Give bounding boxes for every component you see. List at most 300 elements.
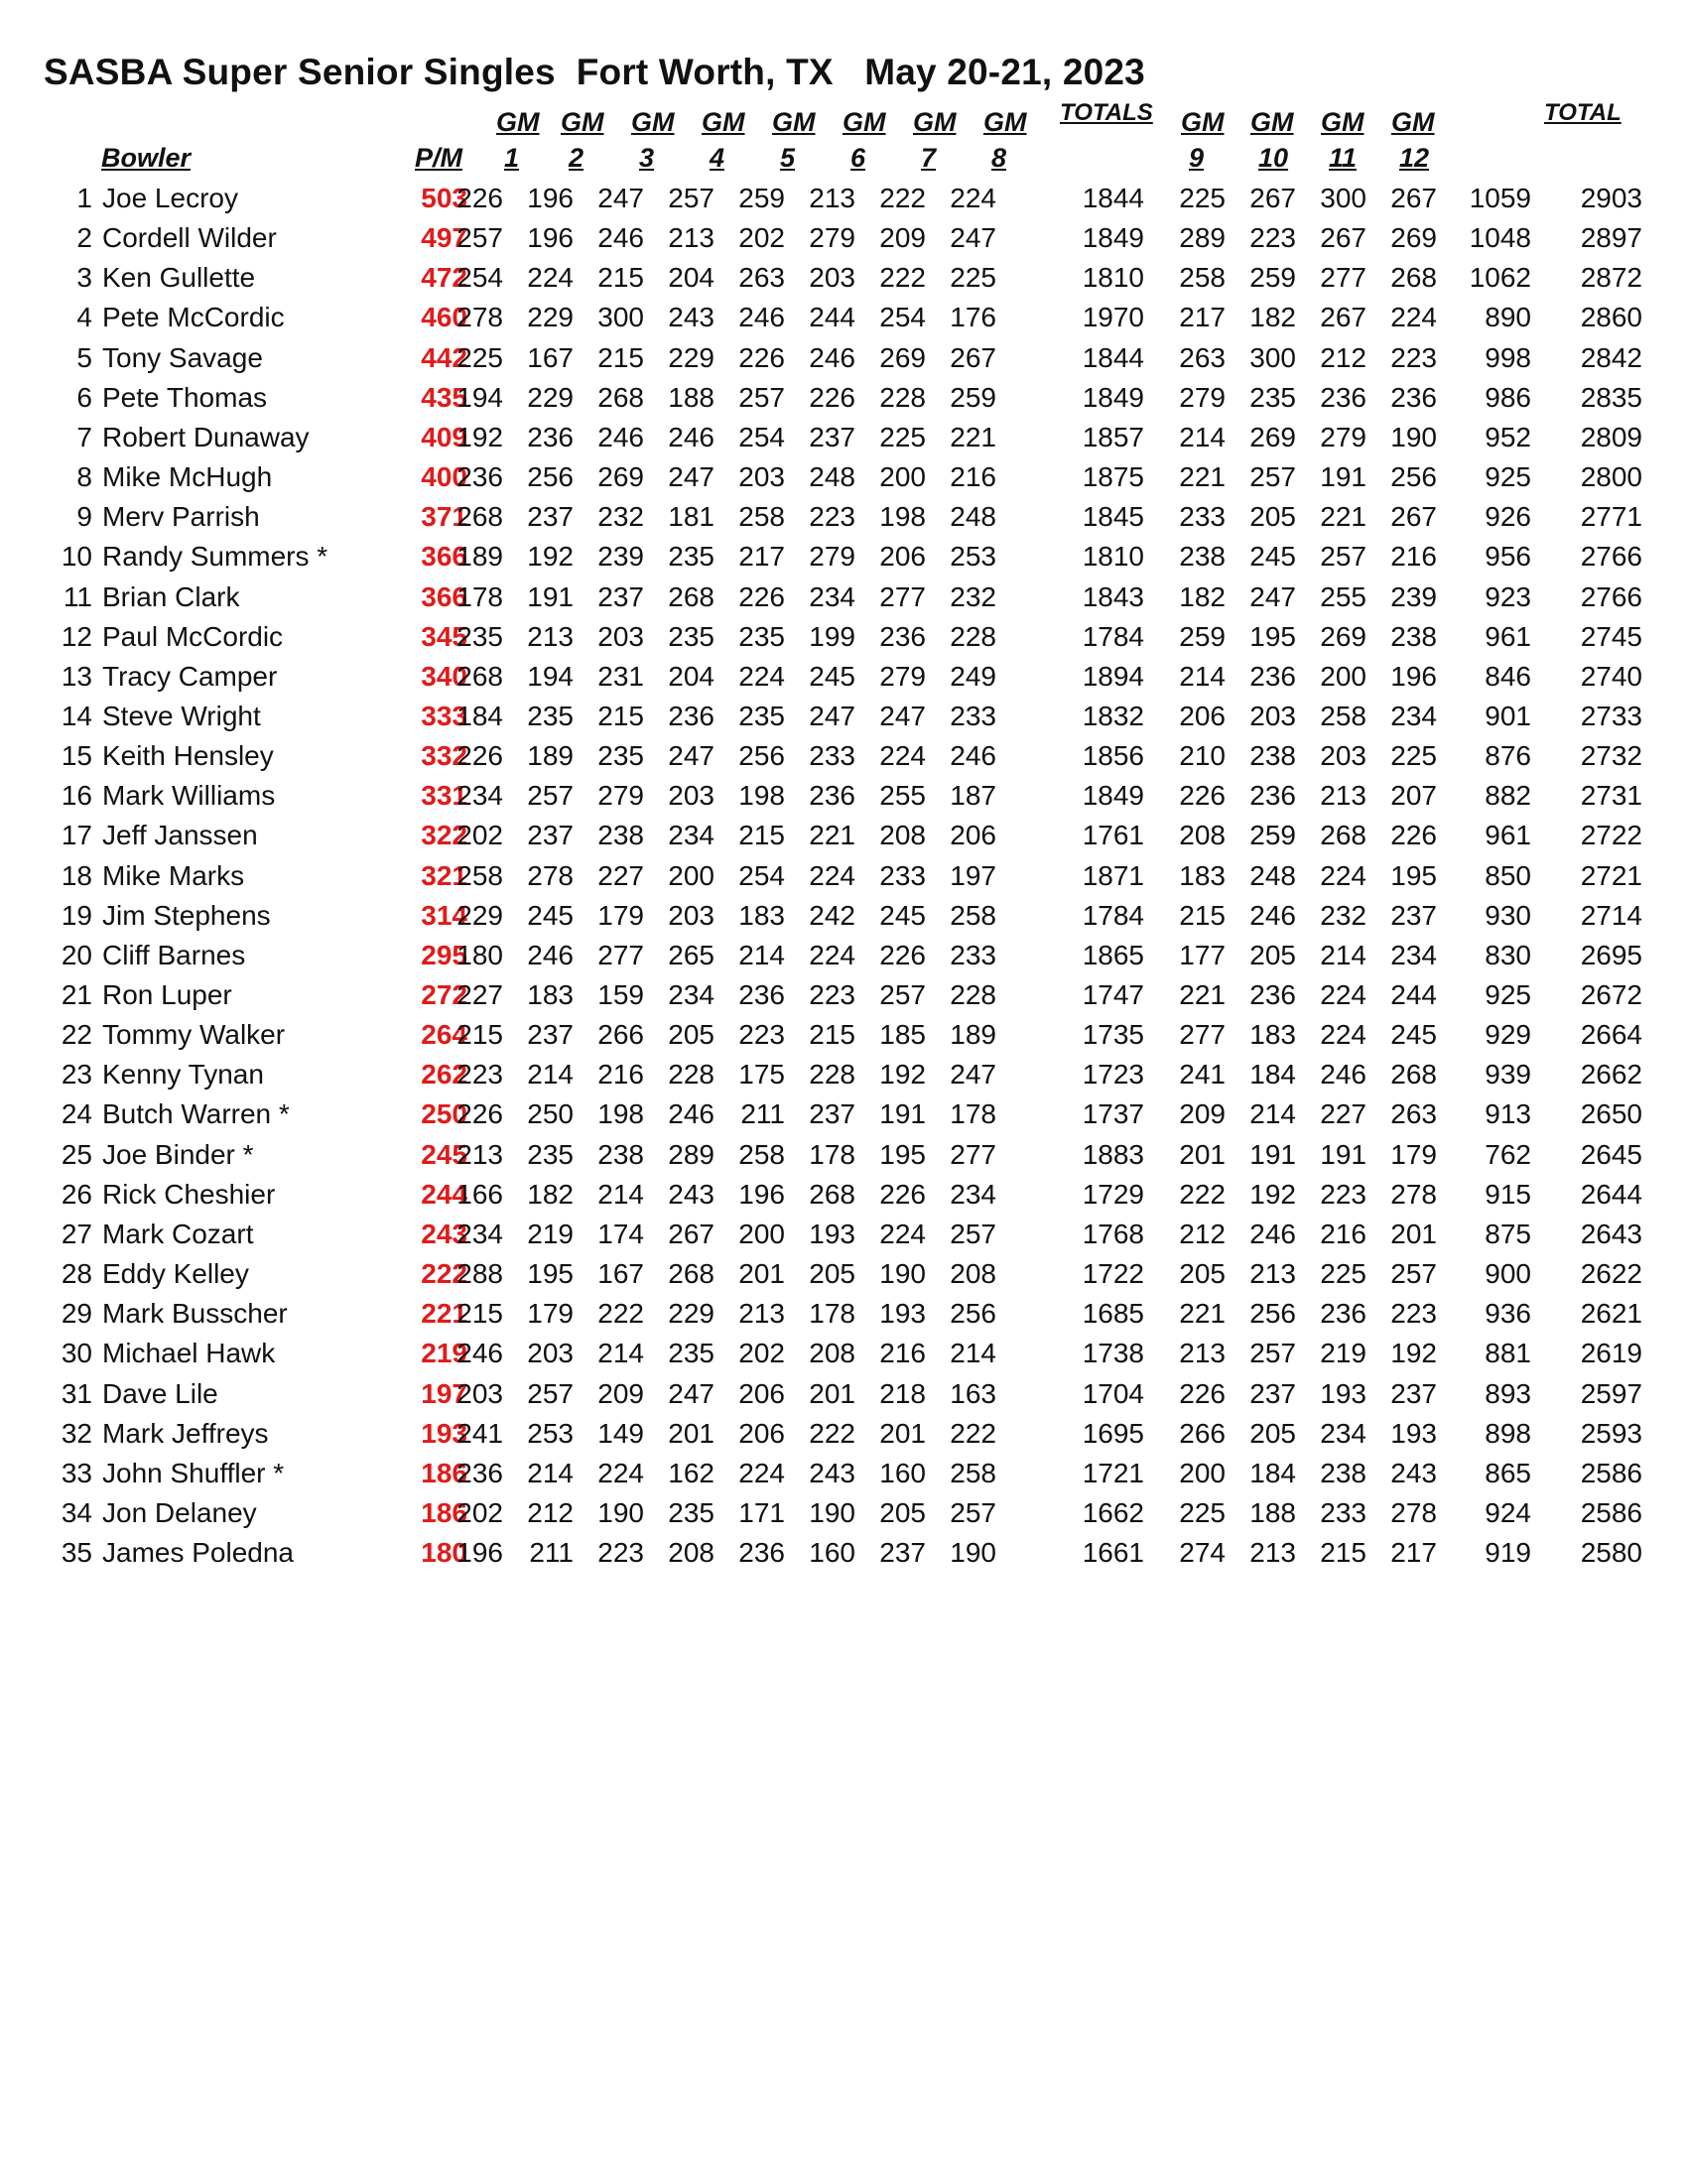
rank-cell: 16 (61, 780, 92, 812)
game-score-cell: 159 (597, 979, 644, 1010)
header-gm-label: GM (561, 107, 604, 137)
game-score-cell: 224 (597, 1457, 644, 1488)
game-score-cell: 246 (597, 222, 644, 254)
pm-cell: 333 (421, 700, 467, 731)
pm-cell: 371 (421, 501, 467, 533)
bowler-name-cell: Tracy Camper (102, 660, 278, 692)
game-score-cell: 279 (597, 780, 644, 812)
game-score-cell: 234 (1390, 700, 1437, 731)
game-score-cell: 269 (1320, 620, 1366, 652)
total-cell: 2714 (1580, 899, 1642, 931)
totals-cell: 1875 (1082, 461, 1144, 493)
subtotal-cell: 830 (1485, 939, 1531, 970)
pm-cell: 193 (421, 1417, 467, 1449)
bowler-name-cell: James Poledna (102, 1537, 295, 1569)
bowler-name-cell: Rick Cheshier (102, 1178, 276, 1210)
game-score-cell: 201 (738, 1258, 785, 1290)
rank-cell: 20 (61, 939, 92, 970)
total-cell: 2731 (1580, 780, 1642, 812)
game-score-cell: 221 (950, 421, 996, 452)
rank-cell: 5 (76, 341, 92, 373)
game-score-cell: 253 (950, 541, 996, 573)
game-score-cell: 226 (809, 381, 855, 413)
bowler-name-cell: Michael Hawk (102, 1338, 276, 1369)
game-score-cell: 192 (1249, 1178, 1296, 1210)
game-score-cell: 215 (597, 262, 644, 294)
total-cell: 2586 (1580, 1457, 1642, 1488)
game-score-cell: 238 (1390, 620, 1437, 652)
subtotal-cell: 901 (1485, 700, 1531, 731)
game-score-cell: 236 (668, 700, 714, 731)
game-score-cell: 190 (950, 1537, 996, 1569)
rank-cell: 8 (76, 461, 92, 493)
game-score-cell: 238 (597, 820, 644, 851)
table-row (0, 896, 1688, 936)
game-score-cell: 201 (1179, 1138, 1226, 1170)
game-score-cell: 216 (1390, 541, 1437, 573)
game-score-cell: 254 (879, 302, 926, 333)
game-score-cell: 246 (456, 1338, 503, 1369)
total-cell: 2621 (1580, 1298, 1642, 1330)
game-score-cell: 196 (527, 222, 574, 254)
totals-cell: 1722 (1082, 1258, 1144, 1290)
game-score-cell: 190 (1390, 421, 1437, 452)
header-game-number: 3 (639, 143, 655, 173)
game-score-cell: 227 (597, 859, 644, 891)
header-gm-label: GM (913, 107, 957, 137)
header-game-number: 8 (991, 143, 1007, 173)
game-score-cell: 258 (738, 501, 785, 533)
game-score-cell: 236 (879, 620, 926, 652)
bowler-name-cell: Cordell Wilder (102, 222, 277, 254)
game-score-cell: 205 (668, 1019, 714, 1051)
rank-cell: 7 (76, 421, 92, 452)
table-row (0, 457, 1688, 497)
pm-cell: 186 (421, 1496, 467, 1528)
game-score-cell: 214 (1320, 939, 1366, 970)
table-row (0, 1254, 1688, 1294)
subtotal-cell: 925 (1485, 461, 1531, 493)
rank-cell: 26 (61, 1178, 92, 1210)
game-score-cell: 267 (950, 341, 996, 373)
game-score-cell: 235 (738, 700, 785, 731)
game-score-cell: 236 (1320, 1298, 1366, 1330)
totals-cell: 1844 (1082, 183, 1144, 213)
game-score-cell: 229 (668, 1298, 714, 1330)
game-score-cell: 208 (809, 1338, 855, 1369)
game-score-cell: 268 (1320, 820, 1366, 851)
game-score-cell: 225 (456, 341, 503, 373)
pm-cell: 250 (421, 1098, 467, 1130)
header-gm-label: GM (702, 107, 745, 137)
game-score-cell: 178 (809, 1138, 855, 1170)
header-gm-label: GM (843, 107, 886, 137)
game-score-cell: 243 (668, 302, 714, 333)
table-row (0, 1454, 1688, 1493)
subtotal-cell: 893 (1485, 1377, 1531, 1409)
game-score-cell: 215 (809, 1019, 855, 1051)
game-score-cell: 190 (597, 1496, 644, 1528)
game-score-cell: 226 (1179, 1377, 1226, 1409)
subtotal-cell: 956 (1485, 541, 1531, 573)
game-score-cell: 233 (809, 740, 855, 772)
game-score-cell: 235 (456, 620, 503, 652)
game-score-cell: 258 (1320, 700, 1366, 731)
subtotal-cell: 876 (1485, 740, 1531, 772)
rank-cell: 22 (61, 1019, 92, 1051)
game-score-cell: 259 (1249, 262, 1296, 294)
game-score-cell: 214 (527, 1059, 574, 1091)
subtotal-cell: 924 (1485, 1496, 1531, 1528)
totals-cell: 1810 (1082, 541, 1144, 573)
game-score-cell: 188 (668, 381, 714, 413)
game-score-cell: 197 (950, 859, 996, 891)
game-score-cell: 234 (1320, 1417, 1366, 1449)
game-score-cell: 223 (809, 979, 855, 1010)
rank-cell: 28 (61, 1258, 92, 1290)
table-row (0, 1215, 1688, 1254)
game-score-cell: 263 (1390, 1098, 1437, 1130)
game-score-cell: 222 (879, 262, 926, 294)
game-score-cell: 254 (738, 421, 785, 452)
totals-cell: 1865 (1082, 939, 1144, 970)
game-score-cell: 204 (668, 262, 714, 294)
totals-cell: 1747 (1082, 979, 1144, 1010)
game-score-cell: 236 (738, 1537, 785, 1569)
game-score-cell: 215 (1179, 899, 1226, 931)
subtotal-cell: 925 (1485, 979, 1531, 1010)
game-score-cell: 182 (1249, 302, 1296, 333)
game-score-cell: 190 (879, 1258, 926, 1290)
game-score-cell: 300 (597, 302, 644, 333)
game-score-cell: 244 (1390, 979, 1437, 1010)
subtotal-cell: 882 (1485, 780, 1531, 812)
table-row (0, 578, 1688, 617)
pm-cell: 340 (421, 660, 467, 692)
pm-cell: 295 (421, 939, 467, 970)
game-score-cell: 279 (879, 660, 926, 692)
game-score-cell: 196 (738, 1178, 785, 1210)
game-score-cell: 255 (879, 780, 926, 812)
game-score-cell: 224 (1320, 859, 1366, 891)
totals-cell: 1695 (1082, 1417, 1144, 1449)
game-score-cell: 269 (1390, 222, 1437, 254)
game-score-cell: 259 (1249, 820, 1296, 851)
subtotal-cell: 961 (1485, 820, 1531, 851)
game-score-cell: 257 (950, 1496, 996, 1528)
total-cell: 2766 (1580, 541, 1642, 573)
game-score-cell: 203 (809, 262, 855, 294)
game-score-cell: 268 (1390, 1059, 1437, 1091)
game-score-cell: 218 (879, 1377, 926, 1409)
game-score-cell: 214 (597, 1178, 644, 1210)
header-total: TOTAL (1544, 99, 1622, 126)
bowler-name-cell: Keith Hensley (102, 740, 274, 772)
game-score-cell: 259 (1179, 620, 1226, 652)
totals-cell: 1849 (1082, 222, 1144, 254)
header-game-number: 4 (710, 143, 725, 173)
subtotal-cell: 881 (1485, 1338, 1531, 1369)
subtotal-cell: 1048 (1469, 222, 1531, 254)
header-gm-label: GM (1391, 107, 1435, 137)
game-score-cell: 248 (809, 461, 855, 493)
rank-cell: 17 (61, 820, 92, 851)
game-score-cell: 246 (527, 939, 574, 970)
header-gm-label: GM (496, 107, 540, 137)
game-score-cell: 225 (879, 421, 926, 452)
game-score-cell: 223 (597, 1537, 644, 1569)
game-score-cell: 219 (1320, 1338, 1366, 1369)
bowler-name-cell: Jon Delaney (102, 1496, 257, 1528)
pm-cell: 197 (421, 1377, 467, 1409)
game-score-cell: 192 (1390, 1338, 1437, 1369)
game-score-cell: 256 (1390, 461, 1437, 493)
game-score-cell: 223 (1249, 222, 1296, 254)
game-score-cell: 219 (527, 1218, 574, 1249)
game-score-cell: 190 (809, 1496, 855, 1528)
game-score-cell: 226 (879, 939, 926, 970)
game-score-cell: 224 (738, 660, 785, 692)
rank-cell: 19 (61, 899, 92, 931)
subtotal-cell: 961 (1485, 620, 1531, 652)
game-score-cell: 221 (1179, 461, 1226, 493)
game-score-cell: 247 (950, 222, 996, 254)
table-row (0, 697, 1688, 736)
game-score-cell: 233 (1179, 501, 1226, 533)
totals-cell: 1735 (1082, 1019, 1144, 1051)
totals-cell: 1844 (1082, 341, 1144, 373)
game-score-cell: 235 (527, 1138, 574, 1170)
game-score-cell: 184 (456, 700, 503, 731)
rank-cell: 3 (76, 262, 92, 294)
game-score-cell: 257 (1390, 1258, 1437, 1290)
game-score-cell: 214 (1179, 660, 1226, 692)
game-score-cell: 234 (950, 1178, 996, 1210)
total-cell: 2766 (1580, 580, 1642, 612)
bowler-name-cell: Mark Busscher (102, 1298, 288, 1330)
game-score-cell: 267 (1390, 501, 1437, 533)
game-score-cell: 226 (738, 341, 785, 373)
game-score-cell: 269 (879, 341, 926, 373)
total-cell: 2745 (1580, 620, 1642, 652)
game-score-cell: 247 (597, 183, 644, 213)
game-score-cell: 171 (738, 1496, 785, 1528)
table-row (0, 1493, 1688, 1533)
game-score-cell: 278 (1390, 1178, 1437, 1210)
game-score-cell: 216 (597, 1059, 644, 1091)
game-score-cell: 194 (456, 381, 503, 413)
rank-cell: 11 (63, 580, 92, 612)
rank-cell: 18 (61, 859, 92, 891)
game-score-cell: 229 (668, 341, 714, 373)
game-score-cell: 217 (1390, 1537, 1437, 1569)
pm-cell: 345 (421, 620, 467, 652)
game-score-cell: 277 (879, 580, 926, 612)
totals-cell: 1849 (1082, 381, 1144, 413)
game-score-cell: 167 (527, 341, 574, 373)
game-score-cell: 178 (456, 580, 503, 612)
game-score-cell: 195 (1390, 859, 1437, 891)
game-score-cell: 246 (668, 421, 714, 452)
totals-cell: 1685 (1082, 1298, 1144, 1330)
rank-cell: 21 (61, 979, 92, 1010)
game-score-cell: 215 (456, 1019, 503, 1051)
game-score-cell: 209 (597, 1377, 644, 1409)
table-row (0, 338, 1688, 378)
game-score-cell: 233 (879, 859, 926, 891)
game-score-cell: 205 (1249, 501, 1296, 533)
game-score-cell: 237 (1390, 899, 1437, 931)
game-score-cell: 227 (1320, 1098, 1366, 1130)
game-score-cell: 183 (738, 899, 785, 931)
game-score-cell: 247 (1249, 580, 1296, 612)
game-score-cell: 213 (1320, 780, 1366, 812)
game-score-cell: 166 (456, 1178, 503, 1210)
total-cell: 2664 (1580, 1019, 1642, 1051)
pm-cell: 321 (421, 859, 467, 891)
header-totals: TOTALS (1060, 99, 1153, 126)
pm-cell: 435 (421, 381, 467, 413)
game-score-cell: 232 (1320, 899, 1366, 931)
pm-cell: 366 (421, 580, 467, 612)
total-cell: 2903 (1580, 183, 1642, 213)
total-cell: 2897 (1580, 222, 1642, 254)
game-score-cell: 221 (809, 820, 855, 851)
header-game-number: 9 (1189, 143, 1205, 173)
game-score-cell: 193 (879, 1298, 926, 1330)
table-row (0, 975, 1688, 1015)
subtotal-cell: 875 (1485, 1218, 1531, 1249)
pm-cell: 180 (421, 1537, 467, 1569)
game-score-cell: 196 (456, 1537, 503, 1569)
header-game-number: 1 (504, 143, 520, 173)
game-score-cell: 246 (950, 740, 996, 772)
game-score-cell: 199 (809, 620, 855, 652)
game-score-cell: 214 (527, 1457, 574, 1488)
game-score-cell: 257 (527, 1377, 574, 1409)
game-score-cell: 239 (597, 541, 644, 573)
game-score-cell: 242 (809, 899, 855, 931)
game-score-cell: 176 (950, 302, 996, 333)
game-score-cell: 267 (1320, 302, 1366, 333)
game-score-cell: 239 (1390, 580, 1437, 612)
game-score-cell: 258 (950, 899, 996, 931)
game-score-cell: 246 (668, 1098, 714, 1130)
game-score-cell: 203 (456, 1377, 503, 1409)
game-score-cell: 179 (597, 899, 644, 931)
game-score-cell: 246 (597, 421, 644, 452)
table-row (0, 936, 1688, 975)
game-score-cell: 236 (1249, 660, 1296, 692)
game-score-cell: 234 (809, 580, 855, 612)
table-row (0, 1294, 1688, 1334)
page-title: SASBA Super Senior Singles Fort Worth, TX May 20-21, 2023 (44, 52, 1145, 92)
pm-cell: 222 (421, 1258, 467, 1290)
game-score-cell: 191 (527, 580, 574, 612)
game-score-cell: 203 (597, 620, 644, 652)
rank-cell: 34 (61, 1496, 92, 1528)
game-score-cell: 224 (950, 183, 996, 213)
game-score-cell: 258 (738, 1138, 785, 1170)
game-score-cell: 235 (668, 620, 714, 652)
game-score-cell: 215 (738, 820, 785, 851)
game-score-cell: 178 (950, 1098, 996, 1130)
game-score-cell: 179 (1390, 1138, 1437, 1170)
totals-cell: 1871 (1082, 859, 1144, 891)
game-score-cell: 216 (1320, 1218, 1366, 1249)
game-score-cell: 267 (1390, 183, 1437, 213)
table-row (0, 657, 1688, 697)
game-score-cell: 229 (456, 899, 503, 931)
total-cell: 2872 (1580, 262, 1642, 294)
game-score-cell: 238 (1179, 541, 1226, 573)
game-score-cell: 178 (809, 1298, 855, 1330)
rank-cell: 4 (76, 302, 92, 333)
game-score-cell: 234 (668, 979, 714, 1010)
game-score-cell: 233 (1320, 1496, 1366, 1528)
game-score-cell: 226 (1390, 820, 1437, 851)
game-score-cell: 185 (879, 1019, 926, 1051)
rank-cell: 1 (76, 183, 92, 213)
totals-cell: 1662 (1082, 1496, 1144, 1528)
game-score-cell: 193 (1390, 1417, 1437, 1449)
bowler-name-cell: Joe Binder * (102, 1138, 254, 1170)
game-score-cell: 246 (809, 341, 855, 373)
rank-cell: 15 (61, 740, 92, 772)
game-score-cell: 222 (809, 1417, 855, 1449)
game-score-cell: 162 (668, 1457, 714, 1488)
game-score-cell: 246 (1249, 899, 1296, 931)
bowler-name-cell: Mike Marks (102, 859, 245, 891)
game-score-cell: 211 (529, 1537, 574, 1569)
bowler-name-cell: Mark Cozart (102, 1218, 254, 1249)
game-score-cell: 160 (809, 1537, 855, 1569)
bowler-name-cell: Mark Jeffreys (102, 1417, 269, 1449)
header-gm-label: GM (1250, 107, 1294, 137)
totals-cell: 1857 (1082, 421, 1144, 452)
game-score-cell: 257 (456, 222, 503, 254)
rank-cell: 29 (61, 1298, 92, 1330)
game-score-cell: 289 (1179, 222, 1226, 254)
totals-cell: 1832 (1082, 700, 1144, 731)
header-gm-label: GM (1181, 107, 1225, 137)
game-score-cell: 217 (738, 541, 785, 573)
game-score-cell: 196 (527, 183, 574, 213)
game-score-cell: 269 (1249, 421, 1296, 452)
game-score-cell: 223 (456, 1059, 503, 1091)
rank-cell: 35 (61, 1537, 92, 1569)
total-cell: 2722 (1580, 820, 1642, 851)
game-score-cell: 203 (738, 461, 785, 493)
game-score-cell: 277 (1320, 262, 1366, 294)
game-score-cell: 203 (668, 899, 714, 931)
pm-cell: 332 (421, 740, 467, 772)
game-score-cell: 221 (1179, 1298, 1226, 1330)
game-score-cell: 198 (879, 501, 926, 533)
game-score-cell: 182 (1179, 580, 1226, 612)
subtotal-cell: 850 (1485, 859, 1531, 891)
pm-cell: 219 (421, 1338, 467, 1369)
game-score-cell: 224 (879, 1218, 926, 1249)
pm-cell: 322 (421, 820, 467, 851)
game-score-cell: 247 (879, 700, 926, 731)
game-score-cell: 223 (1390, 1298, 1437, 1330)
game-score-cell: 184 (1249, 1059, 1296, 1091)
game-score-cell: 212 (527, 1496, 574, 1528)
game-score-cell: 177 (1179, 939, 1226, 970)
game-score-cell: 236 (527, 421, 574, 452)
game-score-cell: 215 (597, 700, 644, 731)
